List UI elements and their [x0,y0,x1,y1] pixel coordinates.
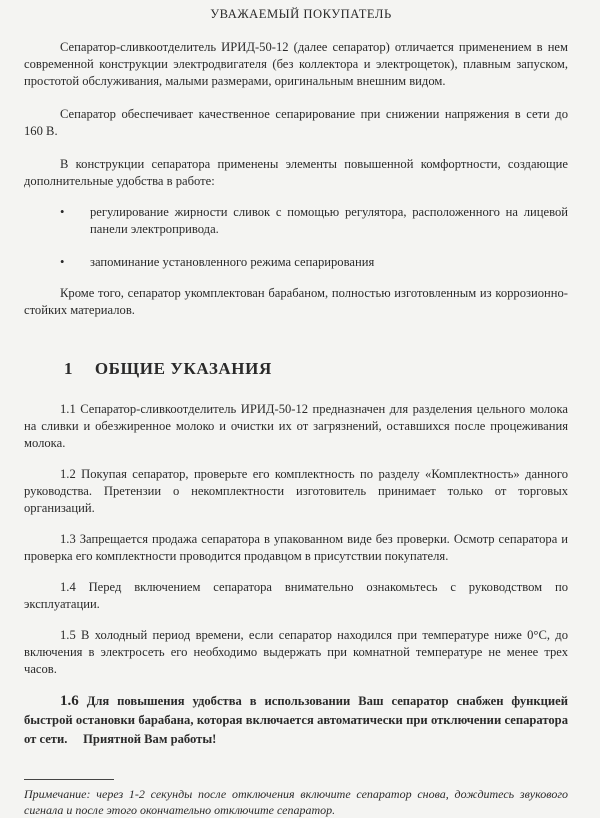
list-item [24,254,568,271]
page-header: УВАЖАЕМЫЙ ПОКУПАТЕЛЬ [210,7,392,21]
clause-1-6-text: Для повышения удобства в использовании Ваш сепаратор снабжен функцией быстрой остановки барабана, которая включается автоматически при отключении сепаратора от сети. [24,694,569,746]
footnote-label: Примечание: [24,787,91,801]
footnote-divider [24,779,114,780]
clause-1-5: 1.5 В холодный период времени, если сепаратор находился при температуре ниже 0°С, до включения в электросеть его необходимо выдержать при комнатной температуре не менее трех часов. [24,628,568,676]
intro-paragraph-3: В конструкции сепаратора применены элементы повышенной комфортности, создающие дополнительные удобства в работе: [24,157,568,188]
list-item [24,204,568,238]
section-number: 1 [64,359,74,378]
feature-list [24,204,568,271]
footnote-text: через 1-2 секунды после отключения включите сепаратор снова, дождитесь звукового сигнала и после этого окончательно отключите сепаратор. [24,787,568,817]
list-item-text: регулирование жирности сливок с помощью регулятора, расположенного на лицевой панели электропривода. [90,205,568,236]
closing-wish: Приятной Вам работы! [83,732,217,746]
clause-1-1: 1.1 Сепаратор-сливкоотделитель ИРИД-50-12 предназначен для разделения цельного молока на сливки и обезжиренное молоко и очистки их от загрязнений, оставшихся после процеживания молока. [24,402,568,450]
intro-paragraph-1: Сепаратор-сливкоотделитель ИРИД-50-12 (далее сепаратор) отличается применением в нем современной конструкции электродвигателя (без коллектора и электрощеток), плавным запуском, простотой обслуживания, малыми размерами, оригинальным внешним видом. [24,40,568,88]
list-item-text: запоминание установленного режима сепарирования [90,255,375,269]
section-title: ОБЩИЕ УКАЗАНИЯ [94,359,272,378]
clause-1-6-number: 1.6 [60,693,79,709]
intro-paragraph-2: Сепаратор обеспечивает качественное сепарирование при снижении напряжения в сети до 160 В. [24,107,568,138]
bullet-icon: • [60,255,65,269]
bullet-icon: • [60,205,65,219]
clause-1-4: 1.4 Перед включением сепаратора внимательно ознакомьтесь с руководством по эксплуатации. [24,580,568,611]
intro-closing-paragraph: Кроме того, сепаратор укомплектован барабаном, полностью изготовленным из коррозионно-стойких материалов. [24,286,568,317]
footnote [24,786,568,818]
section-heading [24,359,568,379]
clause-1-6 [24,692,568,749]
clause-1-3: 1.3 Запрещается продажа сепаратора в упакованном виде без проверки. Осмотр сепаратора и проверка его комплектности проводится продавцом в присутствии покупателя. [24,532,568,563]
clause-1-2: 1.2 Покупая сепаратор, проверьте его комплектность по разделу «Комплектность» данного руководства. Претензии о некомплектности изготовитель принимает только от торговых организаций. [24,467,568,515]
